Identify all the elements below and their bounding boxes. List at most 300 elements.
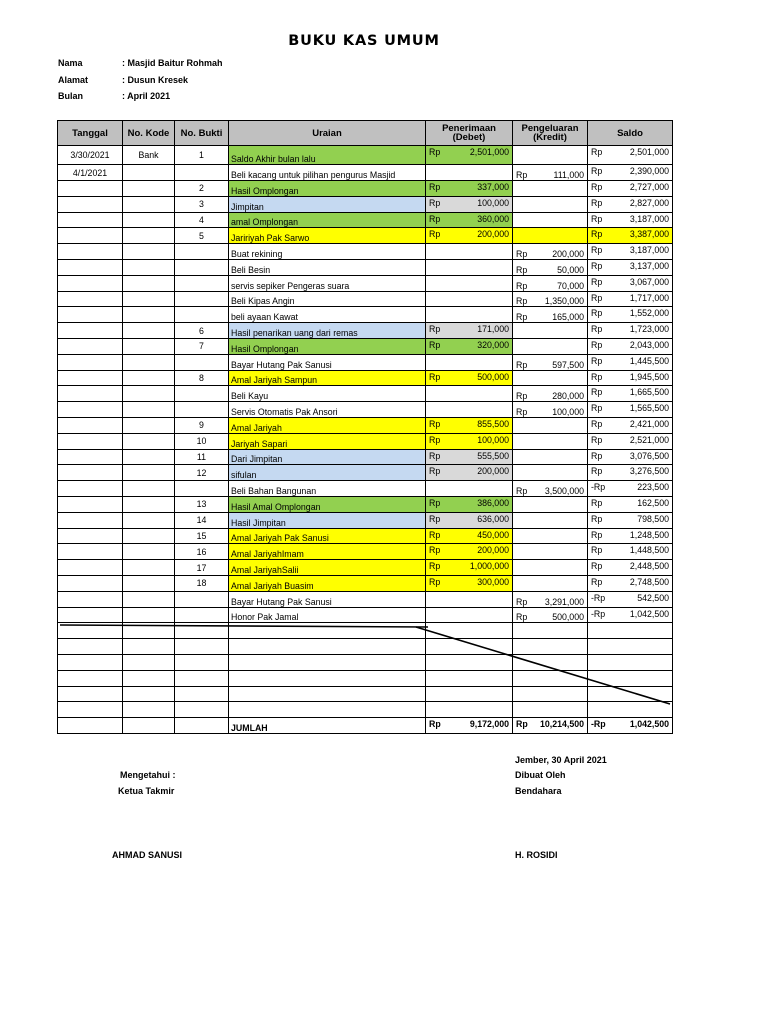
table-row xyxy=(58,228,673,244)
cell-saldo xyxy=(588,323,673,339)
currency-label: Rp xyxy=(429,466,441,477)
currency-label: Rp xyxy=(591,147,603,157)
cell-bukti: 4 xyxy=(175,212,229,228)
cell-uraian: Saldo Akhir bulan lalu xyxy=(229,146,426,165)
amount-value: 1,717,000 xyxy=(629,292,669,303)
amount-value: 1,042,500 xyxy=(629,719,669,730)
ledger-table xyxy=(57,120,673,734)
cell-bukti: 5 xyxy=(175,228,229,244)
amount-value: 223,500 xyxy=(637,482,669,493)
cell-tanggal xyxy=(58,181,123,197)
cell-penerimaan xyxy=(426,417,513,433)
currency-label: Rp xyxy=(591,466,603,477)
cell-tanggal xyxy=(58,275,123,291)
currency-label: Rp xyxy=(591,561,603,572)
cell-saldo xyxy=(588,244,673,260)
empty-cell xyxy=(175,686,229,702)
cell-kode xyxy=(123,354,175,370)
currency-label: -Rp xyxy=(591,482,606,493)
table-row xyxy=(58,449,673,465)
cell-penerimaan xyxy=(426,323,513,339)
amount-value: 555,500 xyxy=(477,450,509,461)
cell-penerimaan xyxy=(426,354,513,370)
cell-bukti: 11 xyxy=(175,449,229,465)
empty-row xyxy=(58,623,673,639)
cell-saldo xyxy=(588,228,673,244)
currency-label: Rp xyxy=(591,387,603,398)
cell-tanggal xyxy=(58,465,123,481)
cell-tanggal xyxy=(58,449,123,465)
amount-value: 70,000 xyxy=(557,280,584,291)
currency-label: Rp xyxy=(591,276,603,287)
currency-label: Rp xyxy=(591,576,603,587)
cell-bukti: 8 xyxy=(175,370,229,386)
cell-penerimaan xyxy=(426,212,513,228)
cell-pengeluaran xyxy=(513,307,588,323)
cell-tanggal xyxy=(58,575,123,591)
cell-penerimaan xyxy=(426,465,513,481)
cell-uraian: Hasil Omplongan xyxy=(229,181,426,197)
cell-pengeluaran xyxy=(513,146,588,165)
cell-kode xyxy=(123,496,175,512)
cell-uraian: Hasil Amal Omplongan xyxy=(229,496,426,512)
sign-right-role: Bendahara xyxy=(515,786,562,796)
empty-cell xyxy=(123,686,175,702)
amount-value: 10,214,500 xyxy=(539,719,584,730)
cell-tanggal xyxy=(58,338,123,354)
empty-cell xyxy=(513,702,588,718)
currency-label: Rp xyxy=(591,308,603,319)
amount-value: 1,665,500 xyxy=(629,387,669,398)
cell-pengeluaran xyxy=(513,244,588,260)
cell-uraian: Servis Otomatis Pak Ansori xyxy=(229,402,426,418)
currency-label: -Rp xyxy=(591,719,606,730)
amount-value: 300,000 xyxy=(477,576,509,587)
cell-kode xyxy=(123,560,175,576)
cell-saldo xyxy=(588,417,673,433)
amount-value: 386,000 xyxy=(477,497,509,508)
cell-kode xyxy=(123,370,175,386)
amount-value: 2,748,500 xyxy=(629,576,669,587)
empty-cell xyxy=(123,670,175,686)
info-value: : April 2021 xyxy=(122,91,171,101)
cell-penerimaan xyxy=(426,528,513,544)
cell-pengeluaran xyxy=(513,228,588,244)
empty-cell xyxy=(426,670,513,686)
cell-saldo xyxy=(588,165,673,181)
sign-place-date: Jember, 30 April 2021 xyxy=(515,755,607,765)
amount-value: 3,067,000 xyxy=(629,276,669,287)
amount-value: 100,000 xyxy=(477,434,509,445)
amount-value: 3,076,500 xyxy=(629,450,669,461)
cell-penerimaan xyxy=(426,275,513,291)
amount-value: 1,000,000 xyxy=(469,561,509,572)
empty-cell xyxy=(426,702,513,718)
amount-value: 337,000 xyxy=(477,182,509,192)
amount-value: 855,500 xyxy=(477,418,509,429)
cell-uraian: Beli Kipas Angin xyxy=(229,291,426,307)
empty-cell xyxy=(588,654,673,670)
cell-penerimaan xyxy=(426,512,513,528)
cell-kode xyxy=(123,607,175,623)
currency-label: Rp xyxy=(591,371,603,382)
table-row xyxy=(58,259,673,275)
amount-value: 100,000 xyxy=(552,406,584,417)
currency-label: Rp xyxy=(591,245,603,256)
amount-value: 636,000 xyxy=(477,513,509,524)
amount-value: 500,000 xyxy=(477,371,509,382)
table-row xyxy=(58,212,673,228)
empty-cell xyxy=(123,702,175,718)
cell-saldo xyxy=(588,212,673,228)
cell-kode xyxy=(123,402,175,418)
cell-saldo xyxy=(588,259,673,275)
cell-bukti xyxy=(175,259,229,275)
cell-uraian: Bayar Hutang Pak Sanusi xyxy=(229,591,426,607)
cell-saldo xyxy=(588,481,673,497)
empty-cell xyxy=(426,654,513,670)
total-penerimaan xyxy=(426,718,513,734)
cell-penerimaan xyxy=(426,244,513,260)
cell-tanggal xyxy=(58,402,123,418)
table-row xyxy=(58,528,673,544)
cell-saldo xyxy=(588,338,673,354)
amount-value: 1,042,500 xyxy=(629,608,669,619)
currency-label: Rp xyxy=(591,513,603,524)
cell-pengeluaran xyxy=(513,481,588,497)
empty-row xyxy=(58,686,673,702)
currency-label: Rp xyxy=(516,406,528,417)
currency-label: Rp xyxy=(591,292,603,303)
cell-bukti xyxy=(175,591,229,607)
currency-label: Rp xyxy=(516,596,528,607)
cell-penerimaan xyxy=(426,165,513,181)
cell-saldo xyxy=(588,449,673,465)
empty-row xyxy=(58,670,673,686)
cell-kode xyxy=(123,338,175,354)
cell-uraian: Jimpitan xyxy=(229,196,426,212)
cell-saldo xyxy=(588,465,673,481)
amount-value: 1,248,500 xyxy=(629,529,669,540)
empty-cell xyxy=(175,639,229,655)
cell-penerimaan xyxy=(426,291,513,307)
amount-value: 280,000 xyxy=(552,391,584,402)
currency-label: Rp xyxy=(429,497,441,508)
cell-pengeluaran xyxy=(513,607,588,623)
cell-saldo xyxy=(588,307,673,323)
header-tanggal: Tanggal xyxy=(58,121,123,146)
cell-pengeluaran xyxy=(513,512,588,528)
empty-row xyxy=(58,702,673,718)
cell-bukti: 17 xyxy=(175,560,229,576)
cell-bukti: 18 xyxy=(175,575,229,591)
cell-kode xyxy=(123,465,175,481)
cell-tanggal xyxy=(58,196,123,212)
cell-kode xyxy=(123,196,175,212)
cell-pengeluaran xyxy=(513,212,588,228)
table-row xyxy=(58,386,673,402)
empty-cell xyxy=(588,686,673,702)
currency-label: Rp xyxy=(429,576,441,587)
sign-left-role: Ketua Takmir xyxy=(118,786,175,796)
cell-uraian: Jaririyah Pak Sarwo xyxy=(229,228,426,244)
empty-cell xyxy=(58,639,123,655)
currency-label: Rp xyxy=(591,166,603,176)
table-row xyxy=(58,496,673,512)
cell-pengeluaran xyxy=(513,433,588,449)
cell-uraian: Hasil penarikan uang dari remas xyxy=(229,323,426,339)
cell-tanggal xyxy=(58,528,123,544)
cell-penerimaan xyxy=(426,481,513,497)
cell-bukti: 15 xyxy=(175,528,229,544)
ledger-body xyxy=(58,146,673,734)
cell-pengeluaran xyxy=(513,402,588,418)
cell-penerimaan xyxy=(426,307,513,323)
currency-label: Rp xyxy=(591,182,603,192)
cell-kode xyxy=(123,291,175,307)
cell-kode xyxy=(123,544,175,560)
amount-value: 1,448,500 xyxy=(629,545,669,556)
currency-label: Rp xyxy=(591,213,603,224)
cell-kode xyxy=(123,275,175,291)
cell-kode xyxy=(123,512,175,528)
currency-label: Rp xyxy=(429,147,441,157)
cell-tanggal xyxy=(58,354,123,370)
amount-value: 3,276,500 xyxy=(629,466,669,477)
amount-value: 111,000 xyxy=(553,170,584,180)
cell-pengeluaran xyxy=(513,338,588,354)
table-row xyxy=(58,370,673,386)
cell-uraian: servis sepiker Pengeras suara xyxy=(229,275,426,291)
cell-pengeluaran xyxy=(513,354,588,370)
table-row xyxy=(58,146,673,165)
cell-uraian: amal Omplongan xyxy=(229,212,426,228)
table-row xyxy=(58,323,673,339)
currency-label: -Rp xyxy=(591,608,606,619)
empty-cell xyxy=(513,686,588,702)
amount-value: 1,350,000 xyxy=(544,296,584,307)
empty-cell xyxy=(58,654,123,670)
amount-value: 1,945,500 xyxy=(629,371,669,382)
amount-value: 597,500 xyxy=(552,359,584,370)
cell-bukti xyxy=(175,275,229,291)
cell-penerimaan xyxy=(426,338,513,354)
cell-bukti: 12 xyxy=(175,465,229,481)
header-penerimaan: Penerimaan (Debet) xyxy=(426,121,513,146)
table-row xyxy=(58,338,673,354)
empty-cell xyxy=(58,670,123,686)
cell-bukti xyxy=(175,481,229,497)
amount-value: 200,000 xyxy=(552,248,584,259)
cell-pengeluaran xyxy=(513,291,588,307)
cell-tanggal xyxy=(58,244,123,260)
table-row xyxy=(58,275,673,291)
cell-kode xyxy=(123,591,175,607)
cell-tanggal xyxy=(58,417,123,433)
cell-uraian: Dari Jimpitan xyxy=(229,449,426,465)
currency-label: Rp xyxy=(429,513,441,524)
currency-label: Rp xyxy=(591,497,603,508)
table-row xyxy=(58,512,673,528)
table-row xyxy=(58,433,673,449)
cell-penerimaan xyxy=(426,575,513,591)
cell-pengeluaran xyxy=(513,560,588,576)
amount-value: 500,000 xyxy=(552,612,584,623)
cell-tanggal xyxy=(58,512,123,528)
cell-uraian: beli ayaan Kawat xyxy=(229,307,426,323)
cell-penerimaan xyxy=(426,544,513,560)
amount-value: 3,387,000 xyxy=(629,229,669,240)
cell-pengeluaran xyxy=(513,275,588,291)
empty-cell xyxy=(426,686,513,702)
amount-value: 3,187,000 xyxy=(629,245,669,256)
cell-uraian: Beli Bahan Bangunan xyxy=(229,481,426,497)
cell-bukti: 14 xyxy=(175,512,229,528)
cell-kode xyxy=(123,528,175,544)
currency-label: Rp xyxy=(591,339,603,350)
cell-kode xyxy=(123,228,175,244)
cell-saldo xyxy=(588,591,673,607)
cell-tanggal xyxy=(58,228,123,244)
sign-right-name: H. ROSIDI xyxy=(515,850,558,860)
cell-uraian: Honor Pak Jamal xyxy=(229,607,426,623)
amount-value: 2,043,000 xyxy=(629,339,669,350)
cell-bukti: 1 xyxy=(175,146,229,165)
empty-cell xyxy=(229,639,426,655)
cell-tanggal: 3/30/2021 xyxy=(58,146,123,165)
cell-penerimaan xyxy=(426,370,513,386)
cell-saldo xyxy=(588,275,673,291)
amount-value: 2,421,000 xyxy=(629,418,669,429)
empty-cell xyxy=(58,686,123,702)
cell-uraian: Amal Jariyah Buasim xyxy=(229,575,426,591)
cell-kode xyxy=(123,244,175,260)
empty-cell xyxy=(426,639,513,655)
currency-label: Rp xyxy=(429,229,441,240)
empty-cell xyxy=(175,670,229,686)
cell-kode xyxy=(123,307,175,323)
currency-label: Rp xyxy=(516,280,528,291)
currency-label: Rp xyxy=(516,359,528,370)
cell-bukti: 3 xyxy=(175,196,229,212)
empty-cell xyxy=(229,623,426,639)
table-row xyxy=(58,607,673,623)
cell-saldo xyxy=(588,607,673,623)
cell-bukti xyxy=(175,244,229,260)
currency-label: Rp xyxy=(516,612,528,623)
currency-label: -Rp xyxy=(591,592,606,603)
empty-cell xyxy=(229,654,426,670)
info-label: Bulan xyxy=(58,91,84,101)
empty-cell xyxy=(588,702,673,718)
empty-cell xyxy=(588,623,673,639)
currency-label: Rp xyxy=(591,355,603,366)
cell-pengeluaran xyxy=(513,591,588,607)
cell-penerimaan xyxy=(426,560,513,576)
cell-tanggal xyxy=(58,386,123,402)
cell-pengeluaran xyxy=(513,181,588,197)
amount-value: 100,000 xyxy=(477,197,509,208)
cell-pengeluaran xyxy=(513,449,588,465)
cell-bukti: 6 xyxy=(175,323,229,339)
empty-cell xyxy=(588,670,673,686)
currency-label: Rp xyxy=(429,434,441,445)
empty-cell xyxy=(123,718,175,734)
cell-kode xyxy=(123,212,175,228)
cell-tanggal xyxy=(58,291,123,307)
info-value: : Dusun Kresek xyxy=(122,74,189,85)
cell-uraian: Amal Jariyah xyxy=(229,417,426,433)
table-row xyxy=(58,465,673,481)
currency-label: Rp xyxy=(516,391,528,402)
amount-value: 542,500 xyxy=(637,592,669,603)
empty-cell xyxy=(58,718,123,734)
cell-penerimaan xyxy=(426,433,513,449)
cell-bukti xyxy=(175,386,229,402)
currency-label: Rp xyxy=(429,197,441,208)
amount-value: 1,552,000 xyxy=(629,308,669,319)
header-bukti: No. Bukti xyxy=(175,121,229,146)
header-kode: No. Kode xyxy=(123,121,175,146)
cell-pengeluaran xyxy=(513,496,588,512)
currency-label: Rp xyxy=(591,197,603,208)
empty-cell xyxy=(513,639,588,655)
cell-kode xyxy=(123,386,175,402)
amount-value: 2,390,000 xyxy=(629,166,669,176)
currency-label: Rp xyxy=(591,450,603,461)
total-saldo xyxy=(588,718,673,734)
cell-uraian: Beli kacang untuk pilihan pengurus Masjid xyxy=(229,165,426,181)
cell-uraian: Hasil Omplongan xyxy=(229,338,426,354)
currency-label: Rp xyxy=(429,561,441,572)
cell-tanggal xyxy=(58,370,123,386)
cell-uraian: Amal Jariyah Pak Sanusi xyxy=(229,528,426,544)
empty-cell xyxy=(513,654,588,670)
table-row xyxy=(58,244,673,260)
cell-uraian: Amal JariyahSalii xyxy=(229,560,426,576)
cell-saldo xyxy=(588,196,673,212)
cell-penerimaan xyxy=(426,591,513,607)
cell-bukti: 10 xyxy=(175,433,229,449)
cell-pengeluaran xyxy=(513,196,588,212)
cell-tanggal xyxy=(58,607,123,623)
cell-pengeluaran xyxy=(513,386,588,402)
cell-saldo xyxy=(588,512,673,528)
cell-tanggal: 4/1/2021 xyxy=(58,165,123,181)
cell-bukti xyxy=(175,307,229,323)
cell-kode xyxy=(123,259,175,275)
cell-kode xyxy=(123,165,175,181)
cell-bukti: 7 xyxy=(175,338,229,354)
currency-label: Rp xyxy=(591,260,603,271)
cell-saldo xyxy=(588,386,673,402)
cell-saldo xyxy=(588,575,673,591)
cell-penerimaan xyxy=(426,449,513,465)
cell-uraian: Beli Kayu xyxy=(229,386,426,402)
cell-uraian: sifulan xyxy=(229,465,426,481)
empty-cell xyxy=(426,623,513,639)
cell-kode: Bank xyxy=(123,146,175,165)
cell-saldo xyxy=(588,560,673,576)
amount-value: 2,501,000 xyxy=(629,147,669,157)
amount-value: 2,448,500 xyxy=(629,561,669,572)
empty-cell xyxy=(175,718,229,734)
currency-label: Rp xyxy=(429,339,441,350)
currency-label: Rp xyxy=(591,529,603,540)
currency-label: Rp xyxy=(516,296,528,307)
cell-bukti: 2 xyxy=(175,181,229,197)
cell-penerimaan xyxy=(426,402,513,418)
